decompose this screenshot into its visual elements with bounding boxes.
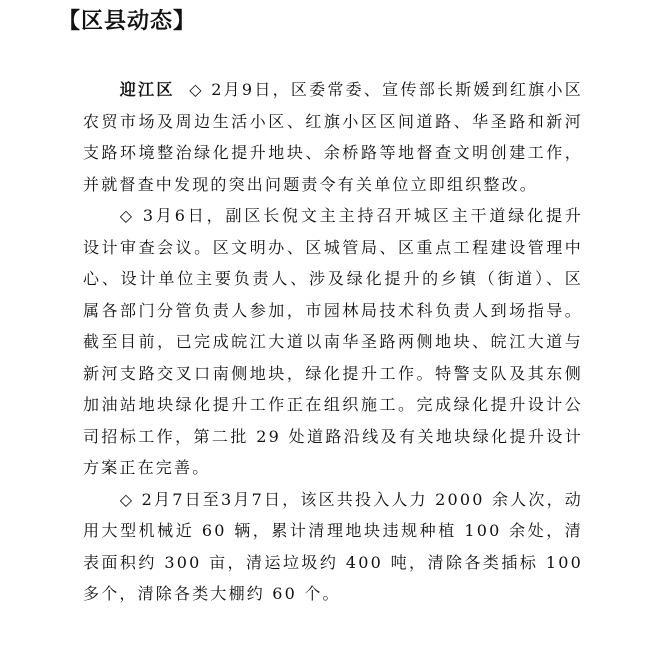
section-title: 【区县动态】 xyxy=(58,9,197,34)
news-paragraph-1-text: ◇ 2月9日，区委常委、宣传部长斯媛到红旗小区农贸市场及周边生活小区、红旗小区区间道路、华圣路和新河支路环境整治绿化提升地块、余桥路等地督查文明创建工作，并就督查中发现的突出问题责令有关单位立即组织整改。 xyxy=(83,80,583,194)
news-paragraph-2: ◇ 3月6日，副区长倪文主主持召开城区主干道绿化提升设计审查会议。区文明办、区城管局、区重点工程建设管理中心、设计单位主要负责人、涉及绿化提升的乡镇（街道）、区属各部门分管负责人参加，市园林局技术科负责人到场指导。截至目前，已完成皖江大道以南华圣路两侧地块、皖江大道与新河支路交叉口南侧地块，绿化提升工作。特警支队及其东侧加油站地块绿化提升工作正在组织施工。完成绿化提升设计公司招标工作，第二批 29 处道路沿线及有关地块绿化提升设计方案正在完善。 xyxy=(83,206,583,477)
district-label: 迎江区 xyxy=(119,80,175,99)
news-paragraph-3: ◇ 2月7日至3月7日，该区共投入人力 2000 余人次，动用大型机械近 60 辆，累计清理地块违规种植 100 余处，清表面积约 300 亩，清运垃圾约 400 吨，清除各类插标 100 多个，清除各类大棚约 60 个。 xyxy=(83,489,583,603)
article-body xyxy=(83,74,583,610)
news-paragraph-1 xyxy=(83,74,583,200)
